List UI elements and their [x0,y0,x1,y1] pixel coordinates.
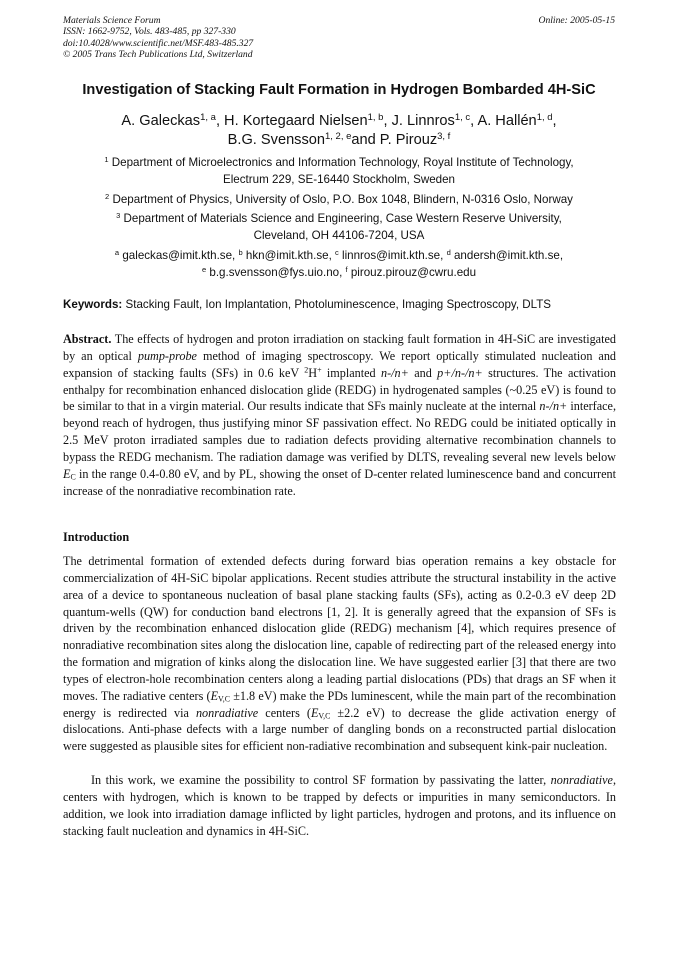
author-name: A. Galeckas [121,113,201,129]
author-affil-sup: 1, c [454,111,471,123]
author-line-1 [40,112,638,131]
author-line-2 [40,131,638,150]
copyright-line: © 2005 Trans Tech Publications Ltd, Switzerland [63,49,253,61]
email-link[interactable]: andersh@imit.kth.se, [450,249,564,262]
paper-title: Investigation of Stacking Fault Formation in Hydrogen Bombarded 4H-SiC [82,82,596,98]
author-name: , A. Hallén [470,113,537,129]
affiliation-3 [50,210,628,244]
keywords-text: Stacking Fault, Ion Implantation, Photoluminescence, Imaging Spectroscopy, DLTS [122,298,552,311]
issn-line: ISSN: 1662-9752, Vols. 483-485, pp 327-330 [63,26,236,38]
email-link[interactable]: hkn@imit.kth.se, [242,249,336,262]
author-name: , H. Kortegaard Nielsen [215,113,368,129]
journal-name: Materials Science Forum [63,15,161,26]
affil-number: 1 [104,154,109,164]
affil-number: 3 [116,210,121,220]
affil-text: Cleveland, OH 44106-7204, USA [253,229,425,242]
author-affil-sup: 1, b [367,111,384,123]
email-link[interactable]: linnros@imit.kth.se, [338,249,447,262]
keywords [63,298,623,311]
author-affil-sup: 1, d [536,111,553,123]
email-link[interactable]: pirouz.pirouz@cwru.edu [347,266,477,279]
keywords-label: Keywords: [63,298,123,311]
author-sep: , [552,113,557,129]
email-link[interactable]: galeckas@imit.kth.se, [119,249,239,262]
journal-header [63,15,615,61]
section-heading-introduction: Introduction [63,530,130,544]
intro-paragraph-2: In this work, we examine the possibility to control SF formation by passivating the latter, nonradiative, centers with hydrogen, which is known to be trapped by defects or impurities in many semiconductors. In addition, we look into irradiation damage inflicted by light particles, hydrogen and protons, and its influence on stacking fault nucleation and dynamics in 4H-SiC. [63,773,616,838]
email-link[interactable]: b.g.svensson@fys.uio.no, [206,266,346,279]
affil-text: Department of Physics, University of Oslo, P.O. Box 1048, Blindern, N-0316 Oslo, Norway [109,193,573,206]
online-date: Online: 2005-05-15 [538,15,615,26]
author-affil-sup: 1, 2, e [325,130,352,142]
affil-number: 2 [105,191,110,201]
abstract-label: Abstract. [63,332,112,346]
affiliation-2 [50,191,628,208]
affil-text: Department of Microelectronics and Information Technology, Royal Institute of Technology, [108,156,574,169]
affiliation-1 [50,154,628,188]
doi-line: doi:10.4028/www.scientific.net/MSF.483-485.327 [63,37,254,49]
author-name: B.G. Svensson [227,132,326,148]
author-name: and P. Pirouz [351,132,438,148]
abstract: Abstract. The effects of hydrogen and proton irradiation on stacking fault formation in 4H-SiC are investigated by an optical pump-probe method of imaging spectroscopy. We report optically stimulated nucleation and expansion of stacking faults (SFs) in 0.6 keV $^2$H+ implanted n-/n+ and p+/n-/n+ structures. The activation enthalpy for recombination enhanced dislocation glide (REDG) in hydrogenated samples (~0.25 eV) is found to be similar to that in a virgin material. Our results indicate that SFs mainly nucleate at the internal n-/n+ interface, beyond reach of hydrogen, thus justifying minor SF passivation effect. No REDG could be initiated optically in 2.5 MeV proton irradiated samples due to radiation defects providing alternative recombination channels to bypass the REDG mechanism. The radiation damage was verified by DLTS, revealing several new levels below $E_C$ in the range 0.4-0.80 eV, and by PL, showing the onset of D-center related luminescence band and concurrent increase of the nonradiative recombination rate. [63,332,617,498]
intro-paragraph-1: The detrimental formation of extended defects during forward bias operation remains a key obstacle for commercialization of 4H-SiC bipolar applications. Recent studies attribute the structural instability in the active area of a device to spontaneous nucleation of basal plane stacking faults (SFs), acting as 0.2-0.3 eV deep 2D quantum-wells (QW) for conduction band electrons [1, 2]. It is generally agreed that the expansion of SFs is driven by the recombination enhanced dislocation glide (REDG) mechanism [4], which requires presence of nonradiative recombination sites along the dislocation line, capable of redirecting part of the released energy into the formation and migration of kinks along the dislocation line. We have suggested earlier [3] that there are two types of electron-hole recombination centers along a leading partial dislocations (PDs) that drags an SF when it moves. The radiative centers ($E_{V,C} \pm 1.8$ eV) make the PDs luminescent, while the main part of the recombination energy is redirected via nonradiative centers ($E_{V,C} \pm 2.2$ eV) to decrease the glide activation energy of dislocations. Anti-phase defects with a large number of dangling bonds on a reconstructed partial dislocation were suggested as plausible sites for efficient non-radiative recombination and subsequent kink-pair nucleation. [63,554,616,754]
author-list [40,112,638,150]
affil-text: Department of Materials Science and Engineering, Case Western Reserve University, [120,212,562,225]
affil-text: Electrum 229, SE-16440 Stockholm, Sweden [223,173,455,186]
author-affil-sup: 3, f [437,130,451,142]
email-list: $^a$ galeckas@imit.kth.se, $^b$ hkn@imit.kth.se, $^c$ linnros@imit.kth.se, $^d$ andersh@imit.kth.se, $^e$ b.g.svensson@fys.uio.no, $^f$ pirouz.pirouz@cwru.edu [114,247,564,279]
author-affil-sup: 1, a [200,111,216,123]
author-name: , J. Linnros [383,113,455,129]
